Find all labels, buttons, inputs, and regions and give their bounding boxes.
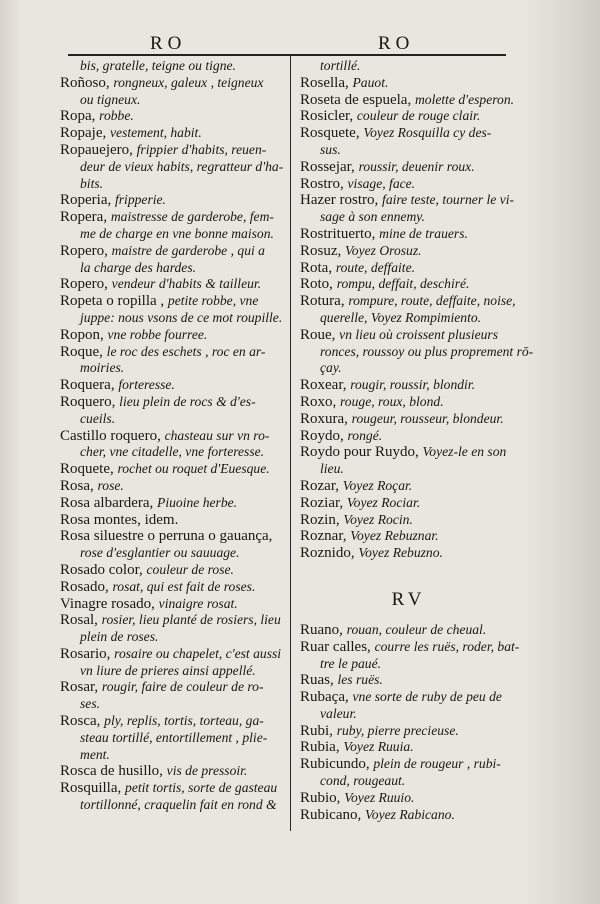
right-column: [300, 58, 534, 823]
entry-headword: Rosca de husillo,: [60, 763, 167, 780]
entry-definition: le roc des eschets , roc en ar-: [106, 343, 266, 359]
entry-line: [300, 343, 534, 361]
entry-definition: rougir, roussir, blondir.: [350, 377, 475, 393]
entry-line: [60, 260, 288, 277]
entry-definition: Voyez-le en son: [422, 444, 507, 460]
entry-definition: lieu plein de rocs & d'es-: [119, 393, 256, 409]
entry-headword: Vinagre rosado,: [60, 595, 159, 612]
entry-definition: couleur de rouge clair.: [356, 108, 481, 124]
entry-headword: Rota,: [300, 259, 336, 276]
entry-headword: Ropauejero,: [60, 141, 137, 158]
entry-definition: les ruës.: [337, 672, 383, 688]
entry-line: [60, 730, 288, 747]
entry-line: [60, 327, 288, 344]
entry-headword: Hazer rostro,: [300, 192, 383, 209]
entry-line: [60, 528, 288, 545]
section-heading-rv: RV: [391, 588, 427, 610]
entry-headword: Roznar,: [300, 528, 351, 545]
entry-text: juppe: nous vsons de ce mot roupille.: [80, 309, 283, 325]
entry-line: [60, 612, 288, 629]
entry-definition: mine de trauers.: [379, 225, 468, 241]
entry-text: çay.: [320, 360, 342, 376]
entry-line: [300, 706, 518, 723]
entry-text: ment.: [80, 746, 110, 762]
entry-line: [60, 495, 288, 512]
entry-line: [60, 411, 288, 428]
entry-headword: Ropaje,: [60, 125, 110, 142]
entry-line: [300, 672, 518, 689]
entry-headword: Ropa,: [60, 108, 100, 125]
page-edge: [522, 0, 600, 904]
entry-line: [300, 689, 518, 706]
entry-headword: Roydo pour Ruydo,: [300, 444, 423, 461]
entry-text: la charge des hardes.: [80, 259, 197, 275]
header-rule: [68, 54, 506, 56]
entry-line: [300, 622, 518, 639]
column-divider: [290, 56, 291, 831]
entry-text: tortillé.: [320, 58, 361, 73]
entry-headword: Roznido,: [300, 545, 359, 562]
entry-headword: Roziar,: [300, 494, 347, 511]
entry-headword: Rosal,: [60, 612, 102, 629]
entry-line: [300, 92, 518, 109]
entry-line: [300, 528, 518, 545]
entry-definition: vendeur d'habits & tailleur.: [111, 276, 262, 292]
entry-definition: Voyez Rebuzno.: [358, 545, 443, 561]
entry-line: [300, 176, 518, 193]
entry-definition: rongé.: [347, 427, 383, 443]
entry-definition: ply, replis, tortis, torteau, ga-: [104, 713, 264, 729]
entry-text: plein de roses.: [80, 629, 159, 645]
entry-line: [60, 310, 288, 327]
entry-headword: Ropon,: [60, 326, 108, 343]
entry-line: [60, 226, 288, 243]
entry-headword: Ruas,: [300, 672, 338, 689]
entry-definition: vn lieu où croissent plusieurs: [339, 326, 499, 342]
entry-headword: Roto,: [300, 276, 337, 293]
entry-line: [300, 739, 518, 756]
entry-headword: Rotura,: [300, 293, 349, 310]
entry-definition: Voyez Rosquilla cy des-: [363, 125, 492, 141]
entry-definition: petite robbe, vne: [167, 293, 259, 309]
entry-headword: Ruar calles,: [300, 638, 375, 655]
entry-text: me de charge en vne bonne maison.: [80, 225, 274, 241]
entry-definition: rompure, route, deffaite, noise,: [348, 293, 516, 309]
entry-text: cueils.: [80, 410, 116, 426]
entry-definition: petit tortis, sorte de gasteau: [125, 780, 278, 796]
entry-text: tre le paué.: [320, 655, 382, 671]
entry-headword: Rostrituerto,: [300, 225, 380, 242]
entry-definition: Voyez Rebuznar.: [350, 528, 439, 544]
entry-definition: molette d'esperon.: [414, 91, 515, 107]
entry-headword: Rubia,: [300, 739, 344, 756]
entry-line: [300, 276, 518, 293]
entry-text: lieu.: [320, 461, 344, 477]
entry-line: [60, 142, 288, 159]
entry-line: [60, 58, 288, 75]
right-column-rv-entries: [300, 622, 518, 824]
entry-line: [60, 679, 288, 696]
running-head-right: RO: [378, 33, 415, 54]
entry-headword: Rosa albardera,: [60, 494, 158, 511]
entry-headword: Rosario,: [60, 645, 115, 662]
entry-line: [60, 713, 288, 730]
entry-definition: forteresse.: [118, 377, 175, 393]
entry-text: deur de vieux habits, regratteur d'ha-: [80, 158, 284, 174]
entry-definition: vinaigre rosat.: [158, 595, 238, 611]
entry-definition: rosier, lieu planté de rosiers, lieu: [101, 612, 281, 628]
entry-headword: Rostro,: [300, 175, 348, 192]
entry-definition: Voyez Rabicano.: [365, 806, 455, 822]
entry-line: [60, 797, 288, 814]
entry-headword: Roxear,: [300, 377, 351, 394]
entry-line: [300, 159, 518, 176]
entry-text: bis, gratelle, teigne ou tigne.: [80, 58, 236, 73]
entry-headword: Rosicler,: [300, 108, 357, 125]
entry-headword: Ropero,: [60, 276, 112, 293]
entry-text: rose d'esglantier ou sauuage.: [80, 545, 240, 561]
entry-text: querelle, Voyez Rompimiento.: [320, 309, 482, 325]
entry-line: [60, 579, 288, 596]
entry-headword: Ropera,: [60, 209, 111, 226]
entry-definition: robbe.: [99, 108, 134, 124]
entry-line: [300, 293, 518, 310]
entry-definition: rosaire ou chapelet, c'est aussi: [114, 645, 282, 661]
entry-line: [60, 159, 288, 176]
entry-headword: Rubio,: [300, 789, 345, 806]
entry-definition: rouan, couleur de cheual.: [346, 621, 487, 637]
entry-definition: frippier d'habits, reuen-: [136, 141, 267, 157]
entry-headword: Roseta de espuela,: [300, 91, 415, 108]
entry-line: [300, 192, 518, 209]
entry-line: [60, 75, 288, 92]
entry-line: [60, 629, 288, 646]
entry-headword: Roquera,: [60, 377, 119, 394]
entry-headword: Roque,: [60, 343, 107, 360]
entry-headword: Ropeta o ropilla ,: [60, 293, 168, 310]
entry-text: cond, rougeaut.: [320, 773, 406, 789]
entry-definition: couleur de rose.: [146, 561, 234, 577]
entry-line: [60, 478, 288, 495]
entry-text: tortillonné, craquelin fait en rond &: [80, 797, 277, 813]
entry-line: [300, 142, 518, 159]
entry-headword: Rozin,: [300, 511, 344, 528]
entry-definition: rompu, deffait, deschiré.: [336, 276, 470, 292]
entry-definition: maistre de garderobe , qui a: [111, 242, 265, 258]
entry-line: [60, 276, 288, 293]
entry-line: [60, 545, 288, 562]
entry-headword: Rubicundo,: [300, 756, 374, 773]
entry-line: [300, 125, 518, 142]
entry-line: [300, 209, 518, 226]
entry-text: cher, vne citadelle, vne forteresse.: [80, 444, 265, 460]
entry-definition: roussir, deuenir roux.: [358, 158, 475, 174]
entry-line: [60, 108, 288, 125]
entry-line: [300, 639, 518, 656]
entry-definition: faire teste, tourner le vi-: [382, 192, 515, 208]
entry-line: [300, 75, 518, 92]
entry-line: [300, 461, 518, 478]
entry-headword: Roydo,: [300, 427, 348, 444]
entry-line: [60, 461, 288, 478]
entry-line: [300, 773, 518, 790]
entry-line: [60, 596, 288, 613]
entry-definition: Voyez Rociar.: [346, 494, 421, 510]
entry-line: [300, 428, 518, 445]
entry-line: [300, 310, 518, 327]
entry-headword: Rosquete,: [300, 125, 364, 142]
entry-definition: rougir, faire de couleur de ro-: [101, 679, 264, 695]
entry-headword: Castillo roquero,: [60, 427, 165, 444]
entry-definition: chasteau sur vn ro-: [164, 427, 270, 443]
entry-text: vn liure de prieres ainsi appellé.: [80, 662, 256, 678]
entry-headword: Rosa siluestre o perruna o gauança,: [60, 528, 273, 545]
entry-line: [60, 360, 288, 377]
entry-line: [60, 696, 288, 713]
entry-line: [300, 108, 518, 125]
entry-line: [60, 293, 288, 310]
entry-headword: Rosa,: [60, 477, 98, 494]
entry-headword: Rosado color,: [60, 561, 147, 578]
entry-definition: vne sorte de ruby de peu de: [352, 689, 502, 705]
entry-line: [300, 478, 518, 495]
entry-line: [60, 209, 288, 226]
entry-headword: Rubaça,: [300, 689, 353, 706]
page-gutter-shadow: [0, 0, 22, 904]
entry-definition: visage, face.: [347, 175, 416, 191]
entry-definition: rougeur, rousseur, blondeur.: [351, 410, 504, 426]
entry-headword: Rosa montes, idem.: [60, 511, 179, 528]
entry-definition: Voyez Roçar.: [342, 477, 413, 493]
entry-definition: rouge, roux, blond.: [340, 393, 444, 409]
entry-line: [60, 444, 288, 461]
entry-line: [300, 656, 518, 673]
entry-headword: Roue,: [300, 326, 340, 343]
entry-line: [300, 58, 518, 75]
entry-line: [300, 243, 518, 260]
entry-definition: Voyez Rocin.: [343, 511, 413, 527]
entry-line: [300, 394, 518, 411]
entry-line: [300, 807, 518, 824]
entry-line: [300, 260, 518, 277]
entry-headword: Roperia,: [60, 192, 115, 209]
entry-headword: Rubi,: [300, 722, 337, 739]
entry-definition: Voyez Orosuz.: [345, 242, 422, 258]
entry-headword: Roxura,: [300, 410, 352, 427]
entry-line: [60, 176, 288, 193]
entry-line: [300, 790, 518, 807]
entry-headword: Ropero,: [60, 242, 112, 259]
entry-text: valeur.: [320, 705, 357, 721]
entry-text: bits.: [80, 175, 104, 191]
entry-definition: plein de rougeur , rubi-: [373, 756, 501, 772]
entry-headword: Roquete,: [60, 461, 118, 478]
entry-headword: Rosar,: [60, 679, 102, 696]
entry-text: ou tigneux.: [80, 91, 141, 107]
entry-headword: Rosella,: [300, 74, 353, 91]
entry-definition: Voyez Ruuio.: [344, 789, 415, 805]
entry-text: sus.: [320, 141, 341, 157]
entry-headword: Rosado,: [60, 578, 113, 595]
entry-headword: Rozar,: [300, 477, 343, 494]
entry-line: [300, 226, 518, 243]
entry-text: ses.: [80, 696, 101, 712]
entry-line: [60, 125, 288, 142]
left-column: [60, 58, 288, 814]
entry-line: [60, 763, 288, 780]
entry-line: [60, 394, 288, 411]
entry-definition: fripperie.: [114, 192, 166, 208]
entry-line: [300, 512, 518, 529]
entry-definition: maistresse de garderobe, fem-: [110, 209, 274, 225]
running-head-left: RO: [150, 33, 187, 54]
entry-definition: vis de pressoir.: [166, 763, 248, 779]
entry-line: [300, 444, 518, 461]
entry-definition: route, deffaite.: [335, 259, 415, 275]
entry-line: [60, 512, 288, 529]
entry-definition: Piuoine herbe.: [157, 494, 238, 510]
entry-line: [60, 377, 288, 394]
entry-definition: rose.: [97, 477, 124, 493]
entry-definition: rochet ou roquet d'Euesque.: [117, 461, 270, 477]
entry-line: [300, 756, 518, 773]
entry-headword: Roquero,: [60, 393, 120, 410]
entry-line: [300, 495, 518, 512]
entry-line: [60, 663, 288, 680]
entry-headword: Roñoso,: [60, 74, 114, 91]
entry-definition: Voyez Ruuia.: [343, 739, 414, 755]
entry-headword: Rosquilla,: [60, 780, 126, 797]
entry-definition: Pauot.: [352, 74, 389, 90]
entry-line: [60, 192, 288, 209]
entry-headword: Rosuz,: [300, 242, 345, 259]
entry-line: [300, 377, 518, 394]
entry-headword: Rubicano,: [300, 806, 365, 823]
entry-line: [60, 243, 288, 260]
entry-definition: rosat, qui est fait de roses.: [112, 578, 256, 594]
entry-text: sage à son ennemy.: [320, 209, 425, 225]
entry-line: [60, 747, 288, 764]
entry-headword: Roxo,: [300, 393, 341, 410]
entry-line: [300, 327, 518, 344]
entry-line: [60, 428, 288, 445]
entry-headword: Ruano,: [300, 621, 347, 638]
entry-headword: Rossejar,: [300, 158, 359, 175]
entry-text: steau tortillé, entortillement , plie-: [80, 729, 268, 745]
entry-headword: Rosca,: [60, 713, 105, 730]
entry-line: [300, 411, 518, 428]
entry-definition: vestement, habit.: [110, 125, 202, 141]
entry-line: [300, 545, 518, 562]
entry-line: [300, 723, 518, 740]
entry-definition: rongneux, galeux , teigneux: [113, 74, 264, 90]
entry-line: [60, 92, 288, 109]
entry-line: [60, 780, 288, 797]
right-column-ro-entries: [300, 58, 534, 562]
entry-line: [60, 562, 288, 579]
entry-line: [60, 646, 288, 663]
entry-definition: courre les ruës, roder, bat-: [374, 638, 520, 654]
entry-line: [300, 360, 518, 377]
entry-text: moiries.: [80, 360, 125, 376]
entry-text: ronces, roussoy ou plus proprement rō-: [320, 343, 534, 359]
entry-line: [60, 344, 288, 361]
entry-definition: ruby, pierre precieuse.: [336, 722, 459, 738]
entry-definition: vne robbe fourree.: [107, 326, 208, 342]
